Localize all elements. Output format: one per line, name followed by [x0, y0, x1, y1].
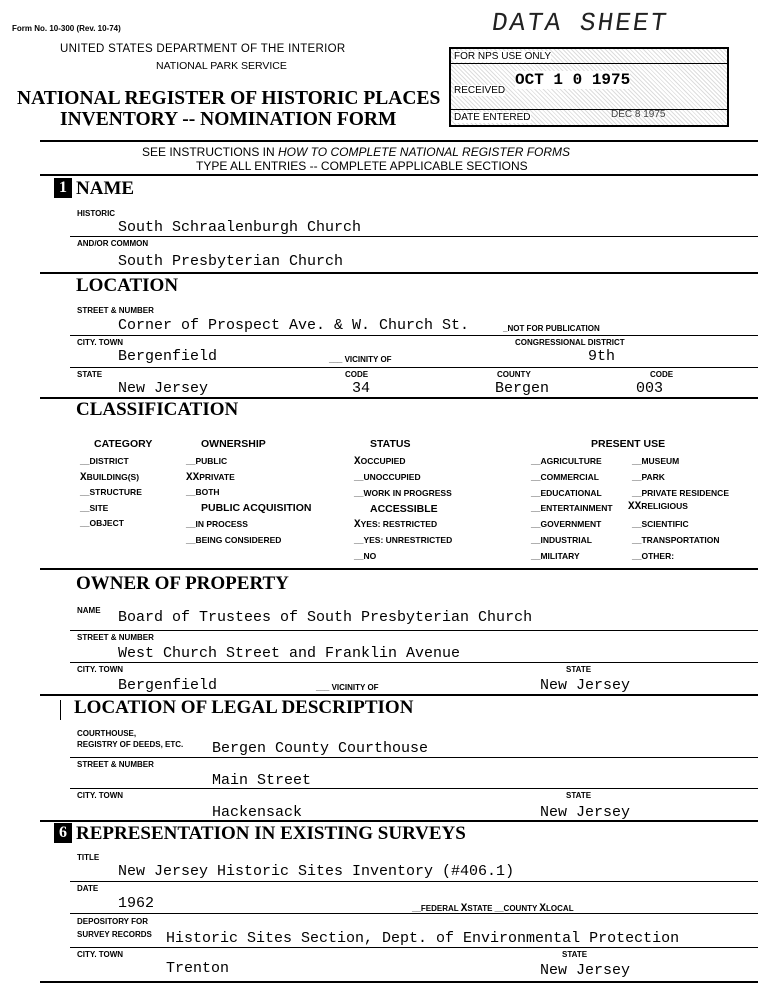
common-name: South Presbyterian Church [118, 253, 344, 270]
courthouse-value: Bergen County Courthouse [212, 740, 429, 757]
category-district: __DISTRICT [80, 456, 129, 466]
state-value: New Jersey [118, 380, 209, 397]
city-label: CITY. TOWN [77, 338, 124, 347]
street-value: Corner of Prospect Ave. & W. Church St. [118, 317, 470, 334]
use-government: __GOVERNMENT [531, 519, 602, 529]
county-value: Bergen [495, 380, 550, 397]
owner-state: New Jersey [540, 677, 631, 694]
common-label: AND/OR COMMON [77, 239, 149, 248]
use-commercial: __COMMERCIAL [531, 472, 600, 482]
acquisition-head: PUBLIC ACQUISITION [201, 502, 312, 514]
surveys-heading: REPRESENTATION IN EXISTING SURVEYS [76, 823, 466, 844]
survey-title: New Jersey Historic Sites Inventory (#406.1) [118, 863, 515, 880]
county-label: COUNTY [497, 370, 531, 379]
ownership-private: XXPRIVATE [186, 472, 235, 484]
owner-vicinity-label: ___ VICINITY OF [316, 683, 379, 692]
street-label: STREET & NUMBER [77, 306, 154, 315]
entered-label: DATE ENTERED [454, 112, 531, 123]
use-park: __PARK [632, 472, 665, 482]
received-label: RECEIVED [454, 85, 506, 96]
use-museum: __MUSEUM [632, 456, 680, 466]
code-value: 34 [352, 380, 371, 397]
name-heading: NAME [76, 178, 135, 199]
survey-date: 1962 [118, 895, 155, 912]
code2-value: 003 [636, 380, 664, 397]
use-religious: XXRELIGIOUS [628, 501, 688, 513]
vicinity-label: ___ VICINITY OF [329, 355, 392, 364]
owner-name: Board of Trustees of South Presbyterian Church [118, 609, 533, 626]
owner-city: Bergenfield [118, 677, 218, 694]
depository-label-1: DEPOSITORY FOR [77, 917, 148, 926]
legal-state: New Jersey [540, 804, 631, 821]
category-head: CATEGORY [94, 438, 153, 450]
owner-heading: OWNER OF PROPERTY [76, 573, 289, 594]
status-head: STATUS [370, 438, 411, 450]
form-number: Form No. 10-300 (Rev. 10-74) [12, 24, 121, 33]
entered-date: DEC 8 1975 [611, 109, 666, 120]
code-label: CODE [345, 370, 369, 379]
accessible-restricted: XYES: RESTRICTED [354, 519, 438, 531]
use-private-residence: __PRIVATE RESIDENCE [632, 488, 729, 498]
acquisition-considered: __BEING CONSIDERED [186, 535, 282, 545]
owner-street-label: STREET & NUMBER [77, 633, 154, 642]
nps-use-box [449, 47, 729, 127]
legal-state-label: STATE [566, 791, 592, 800]
use-scientific: __SCIENTIFIC [632, 519, 689, 529]
use-educational: __EDUCATIONAL [531, 488, 602, 498]
historic-label: HISTORIC [77, 209, 116, 218]
ownership-both: __BOTH [186, 487, 220, 497]
accessible-unrestricted: __YES: UNRESTRICTED [354, 535, 453, 545]
congress-label: CONGRESSIONAL DISTRICT [515, 338, 625, 347]
accessible-head: ACCESSIBLE [370, 503, 438, 515]
category-structure: __STRUCTURE [80, 487, 142, 497]
depository-value: Historic Sites Section, Dept. of Environmental Protection [166, 930, 680, 947]
survey-title-label: TITLE [77, 853, 100, 862]
survey-state-label: STATE [562, 950, 588, 959]
owner-name-label: NAME [77, 606, 101, 615]
use-other: __OTHER: [632, 551, 675, 561]
use-industrial: __INDUSTRIAL [531, 535, 592, 545]
state-label: STATE [77, 370, 103, 379]
ownership-public: __PUBLIC [186, 456, 228, 466]
agency-service: NATIONAL PARK SERVICE [156, 60, 287, 72]
classification-heading: CLASSIFICATION [76, 399, 239, 420]
depository-label-2: SURVEY RECORDS [77, 930, 152, 939]
survey-date-label: DATE [77, 884, 99, 893]
accessible-check-mark: X [354, 519, 361, 531]
historic-name: South Schraalenburgh Church [118, 219, 362, 236]
use-entertainment: __ENTERTAINMENT [531, 503, 613, 513]
use-check-mark: XX [628, 501, 642, 513]
ownership-check-mark: XX [186, 472, 200, 484]
data-sheet-stamp: DATA SHEET [489, 8, 671, 38]
legal-street: Main Street [212, 772, 312, 789]
instructions-line1: SEE INSTRUCTIONS IN HOW TO COMPLETE NATIONAL REGISTER FORMS [142, 145, 571, 159]
ownership-head: OWNERSHIP [201, 438, 266, 450]
legal-description-heading: LOCATION OF LEGAL DESCRIPTION [74, 697, 414, 718]
instructions-line2: TYPE ALL ENTRIES -- COMPLETE APPLICABLE SECTIONS [196, 159, 528, 173]
section-number-6: 6 [54, 823, 72, 843]
state-check-mark: X [460, 903, 468, 915]
section-number-1: 1 [54, 178, 72, 198]
form-title-line1: NATIONAL REGISTER OF HISTORIC PLACES [17, 88, 441, 109]
category-object: __OBJECT [80, 518, 124, 528]
acquisition-in-process: __IN PROCESS [186, 519, 248, 529]
status-occupied: XOCCUPIED [354, 456, 406, 468]
category-site: __SITE [80, 503, 109, 513]
owner-city-label: CITY. TOWN [77, 665, 124, 674]
agency-dept: UNITED STATES DEPARTMENT OF THE INTERIOR [60, 43, 346, 55]
use-military: __MILITARY [531, 551, 580, 561]
owner-street: West Church Street and Franklin Avenue [118, 645, 461, 662]
received-date: OCT 1 0 1975 [515, 71, 631, 89]
present-use-head: PRESENT USE [591, 438, 666, 450]
status-unoccupied: __UNOCCUPIED [354, 472, 421, 482]
city-value: Bergenfield [118, 348, 218, 365]
survey-type-options: __FEDERAL XSTATE __COUNTY XLOCAL [412, 903, 574, 915]
code2-label: CODE [650, 370, 674, 379]
status-work-in-progress: __WORK IN PROGRESS [354, 488, 452, 498]
status-check-mark: X [354, 456, 361, 468]
legal-street-label: STREET & NUMBER [77, 760, 154, 769]
survey-city: Trenton [166, 960, 230, 977]
owner-state-label: STATE [566, 665, 592, 674]
congress-value: 9th [588, 348, 616, 365]
use-transportation: __TRANSPORTATION [632, 535, 720, 545]
not-for-publication: _NOT FOR PUBLICATION [503, 324, 600, 333]
use-agriculture: __AGRICULTURE [531, 456, 602, 466]
courthouse-label-2: REGISTRY OF DEEDS, ETC. [77, 740, 184, 749]
local-check-mark: X [539, 903, 547, 915]
legal-city-label: CITY. TOWN [77, 791, 124, 800]
form-title-line2: INVENTORY -- NOMINATION FORM [60, 109, 397, 130]
nps-label: FOR NPS USE ONLY [454, 51, 552, 62]
legal-city: Hackensack [212, 804, 303, 821]
survey-city-label: CITY. TOWN [77, 950, 124, 959]
survey-state: New Jersey [540, 962, 631, 979]
category-building: XBUILDING(S) [80, 472, 140, 484]
accessible-no: __NO [354, 551, 377, 561]
location-heading: LOCATION [76, 275, 179, 296]
category-check-mark: X [80, 472, 87, 484]
courthouse-label-1: COURTHOUSE, [77, 729, 137, 738]
